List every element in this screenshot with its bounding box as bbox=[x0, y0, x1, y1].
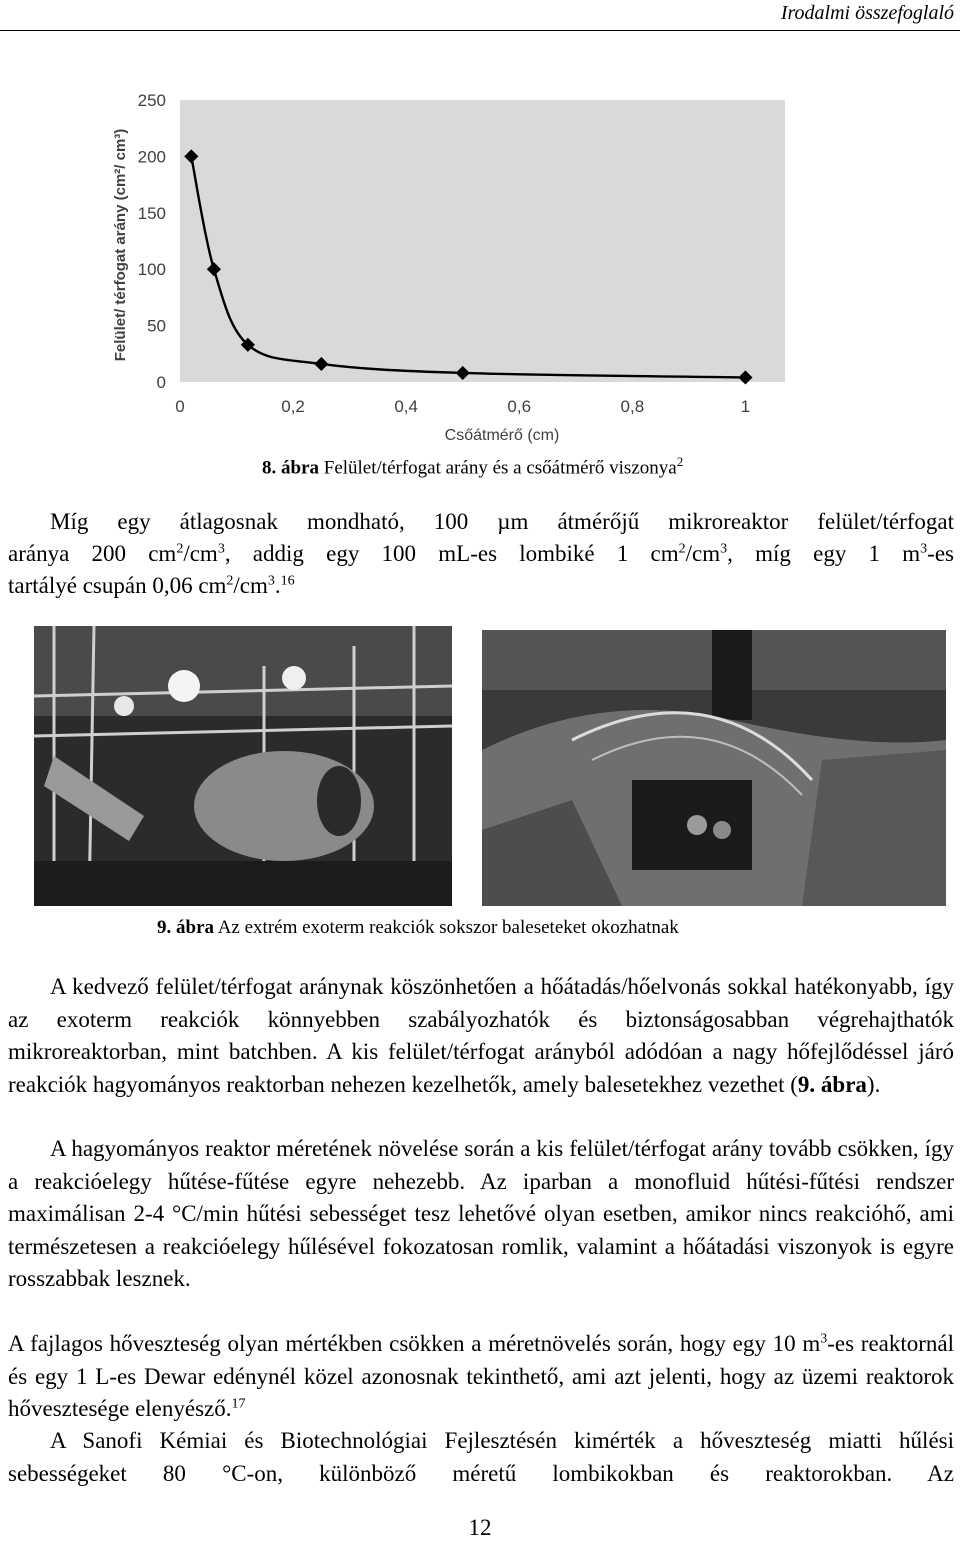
y-tick-label: 200 bbox=[137, 147, 166, 167]
page-number: 12 bbox=[468, 1515, 492, 1540]
figure-8-caption bbox=[262, 450, 683, 480]
x-tick-label: 0,2 bbox=[281, 397, 305, 416]
photo-damaged-reactor-image bbox=[34, 626, 452, 906]
caption-text: Az extrém exoterm reakciók sokszor baleseteket okozhatnak bbox=[214, 917, 679, 938]
photo-destroyed-plant bbox=[480, 628, 948, 908]
figure-8-chart bbox=[95, 85, 795, 450]
y-tick-label: 50 bbox=[147, 316, 166, 336]
paragraph-5: A Sanofi Kémiai és Biotechnológiai Fejlesztésén kimérték a hőveszteség miatti hűlési sebességeket 80 °C-on, különböző méretű lombikokban és reaktorokban. Az bbox=[8, 1428, 954, 1486]
paragraph-4: A fajlagos hőveszteség olyan mértékben csökken a méretnövelés során, hogy egy 10 $m^3-es$ reaktornál és egy 1 L-es Dewar edénynél közel azonosnak tekinthető, ami azt jelenti, hogy az üzemi reaktorok hővesztesége elenyésző.$^{17}$ bbox=[8, 1331, 955, 1421]
y-axis-label: Felület/ térfogat arány (cm²/ cm³) bbox=[112, 128, 129, 362]
figure-9-caption bbox=[157, 916, 679, 940]
y-tick-label: 100 bbox=[137, 260, 166, 280]
figure-number: 8. ábra bbox=[262, 457, 319, 479]
x-axis-label: Csőátmérő (cm) bbox=[444, 427, 560, 444]
y-tick-label: 0 bbox=[156, 373, 166, 392]
x-tick-label: 0,4 bbox=[394, 397, 418, 416]
x-tick-label: 1 bbox=[740, 397, 751, 416]
x-tick-label: 0,6 bbox=[507, 397, 532, 416]
plot-area bbox=[180, 100, 785, 382]
x-tick-label: 0,8 bbox=[620, 397, 645, 416]
photo-destroyed-plant-image bbox=[482, 630, 946, 906]
running-title: Irodalmi összefoglaló bbox=[780, 2, 954, 24]
chart-svg bbox=[95, 85, 795, 450]
y-tick-label: 150 bbox=[137, 203, 166, 223]
paragraph-2: A kedvező felület/térfogat aránynak köszönhetően a hőátadás/hőelvonás sokkal hatékonyabb, így az exoterm reakciók könnyebben szabályozhatók és biztonságosabban végrehajthatók mikroreaktorban, mint batchben. A kis felület/térfogat arányból adódóan a nagy hőfejlődéssel járó reakciók hagyományos reaktorban nehezen kezelhetők, amely balesetekhez vezethet (9. ábra). bbox=[8, 974, 954, 1097]
paragraph-3: A hagyományos reaktor méretének növelése során a kis felület/térfogat arány tovább csökken, így a reakcióelegy hűtése-fűtése egyre nehezebb. Az iparban a monofluid hűtési-fűtési rendszer maximálisan 2-4 °C/min hűtési sebességet tesz lehetővé olyan esetben, amikor nincs reakcióhő, ami természetesen a reakcióelegy hűlésével fokozatosan romlik, valamint a hőátadási viszonyok is egyre rosszabbak lesznek. bbox=[8, 1136, 954, 1291]
figure-number: 9. ábra bbox=[157, 917, 214, 938]
x-tick-label: 0 bbox=[175, 397, 185, 416]
paragraph-1: Míg egy átlagosnak mondható, 100 µm átmérőjű mikroreaktor felület/térfogat aránya 200 $cm^2/cm^3$, addig egy 100 mL-es lombiké 1 $cm^2/cm^3$, míg egy 1 $m^3-es$ tartályé csupán 0,06 $cm^2/cm^3.^{16}$ bbox=[8, 509, 954, 598]
caption-text: Felület/térfogat arány és a csőátmérő viszonya bbox=[319, 457, 677, 479]
y-tick-label: 250 bbox=[137, 91, 166, 110]
caption-reference: 2 bbox=[676, 454, 684, 469]
page-header bbox=[0, 0, 960, 31]
photo-damaged-reactor bbox=[32, 624, 454, 908]
